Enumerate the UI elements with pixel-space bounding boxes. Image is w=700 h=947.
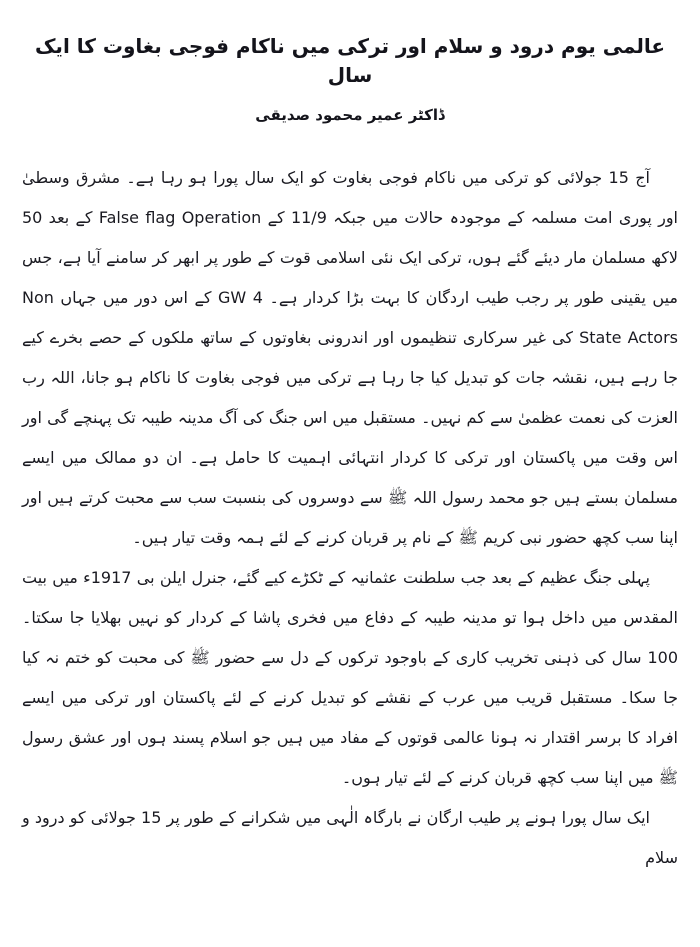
body-paragraph: پہلی جنگ عظیم کے بعد جب سلطنت عثمانیہ کے ٹکڑے کیے گئے، جنرل ایلن بی 1917ء میں بیت المقدس میں داخل ہوا تو مدینہ طیبہ کے دفاع میں فخری پاشا کے کردار کو نہیں بھلایا جا سکتا۔ 100 سال کی ذہنی تخریب کاری کے باوجود ترکوں کے دل سے حضور ﷺ کی محبت کو ختم نہ کیا جا سکا۔ مستقبل قریب میں عرب کے نقشے کو تبدیل کرنے کے لئے پاکستان اور ترکی میں ایسے افراد کا برسر اقتدار نہ ہونا عالمی قوتوں کے مفاد میں ہیں جو اسلام پسند ہوں اور عشق رسول ﷺ میں اپنا سب کچھ قربان کرنے کے لئے تیار ہوں۔ — [22, 568, 678, 787]
body-paragraph: ایک سال پورا ہونے پر طیب ارگان نے بارگاہ الٰہی میں شکرانے کے طور پر 15 جولائی کو درود و سلام — [22, 808, 678, 867]
author-byline: ڈاکٹر عمیر محمود صدیقی — [255, 106, 445, 124]
article-title: عالمی یوم درود و سلام اور ترکی میں ناکام فوجی بغاوت کا ایک سال — [34, 34, 666, 87]
article-body — [22, 158, 678, 878]
body-paragraph: آج 15 جولائی کو ترکی میں ناکام فوجی بغاوت کو ایک سال پورا ہو رہا ہے۔ مشرق وسطیٰ اور پوری امت مسلمہ کے موجودہ حالات میں جبکہ 11/9 کے False flag Operation کے بعد 50 لاکھ مسلمان مار دیئے گئے ہوں، ترکی ایک نئی اسلامی قوت کے طور پر ابھر کر سامنے آیا ہے، جس میں یقینی طور پر رجب طیب اردگان کا بہت بڑا کردار ہے۔ 4 GW کے اس دور میں جہاں Non State Actors کی غیر سرکاری تنظیموں اور اندرونی بغاوتوں کے ساتھ ملکوں کے حصے بخرے کیے جا رہے ہیں، نقشہ جات کو تبدیل کیا جا رہا ہے ترکی میں فوجی بغاوت کا ناکام ہو جانا، اللہ رب العزت کی نعمت عظمیٰ سے کم نہیں۔ مستقبل میں اس جنگ کی آگ مدینہ طیبہ تک پہنچے گی اور اس وقت میں پاکستان اور ترکی کا کردار انتہائی اہمیت کا حامل ہے۔ ان دو ممالک میں ایسے مسلمان بستے ہیں جو محمد رسول اللہ ﷺ سے دوسروں کی بنسبت سب سے محبت کرتے ہیں اور اپنا سب کچھ حضور نبی کریم ﷺ کے نام پر قربان کرنے کے لئے ہمہ وقت تیار ہیں۔ — [22, 168, 679, 547]
